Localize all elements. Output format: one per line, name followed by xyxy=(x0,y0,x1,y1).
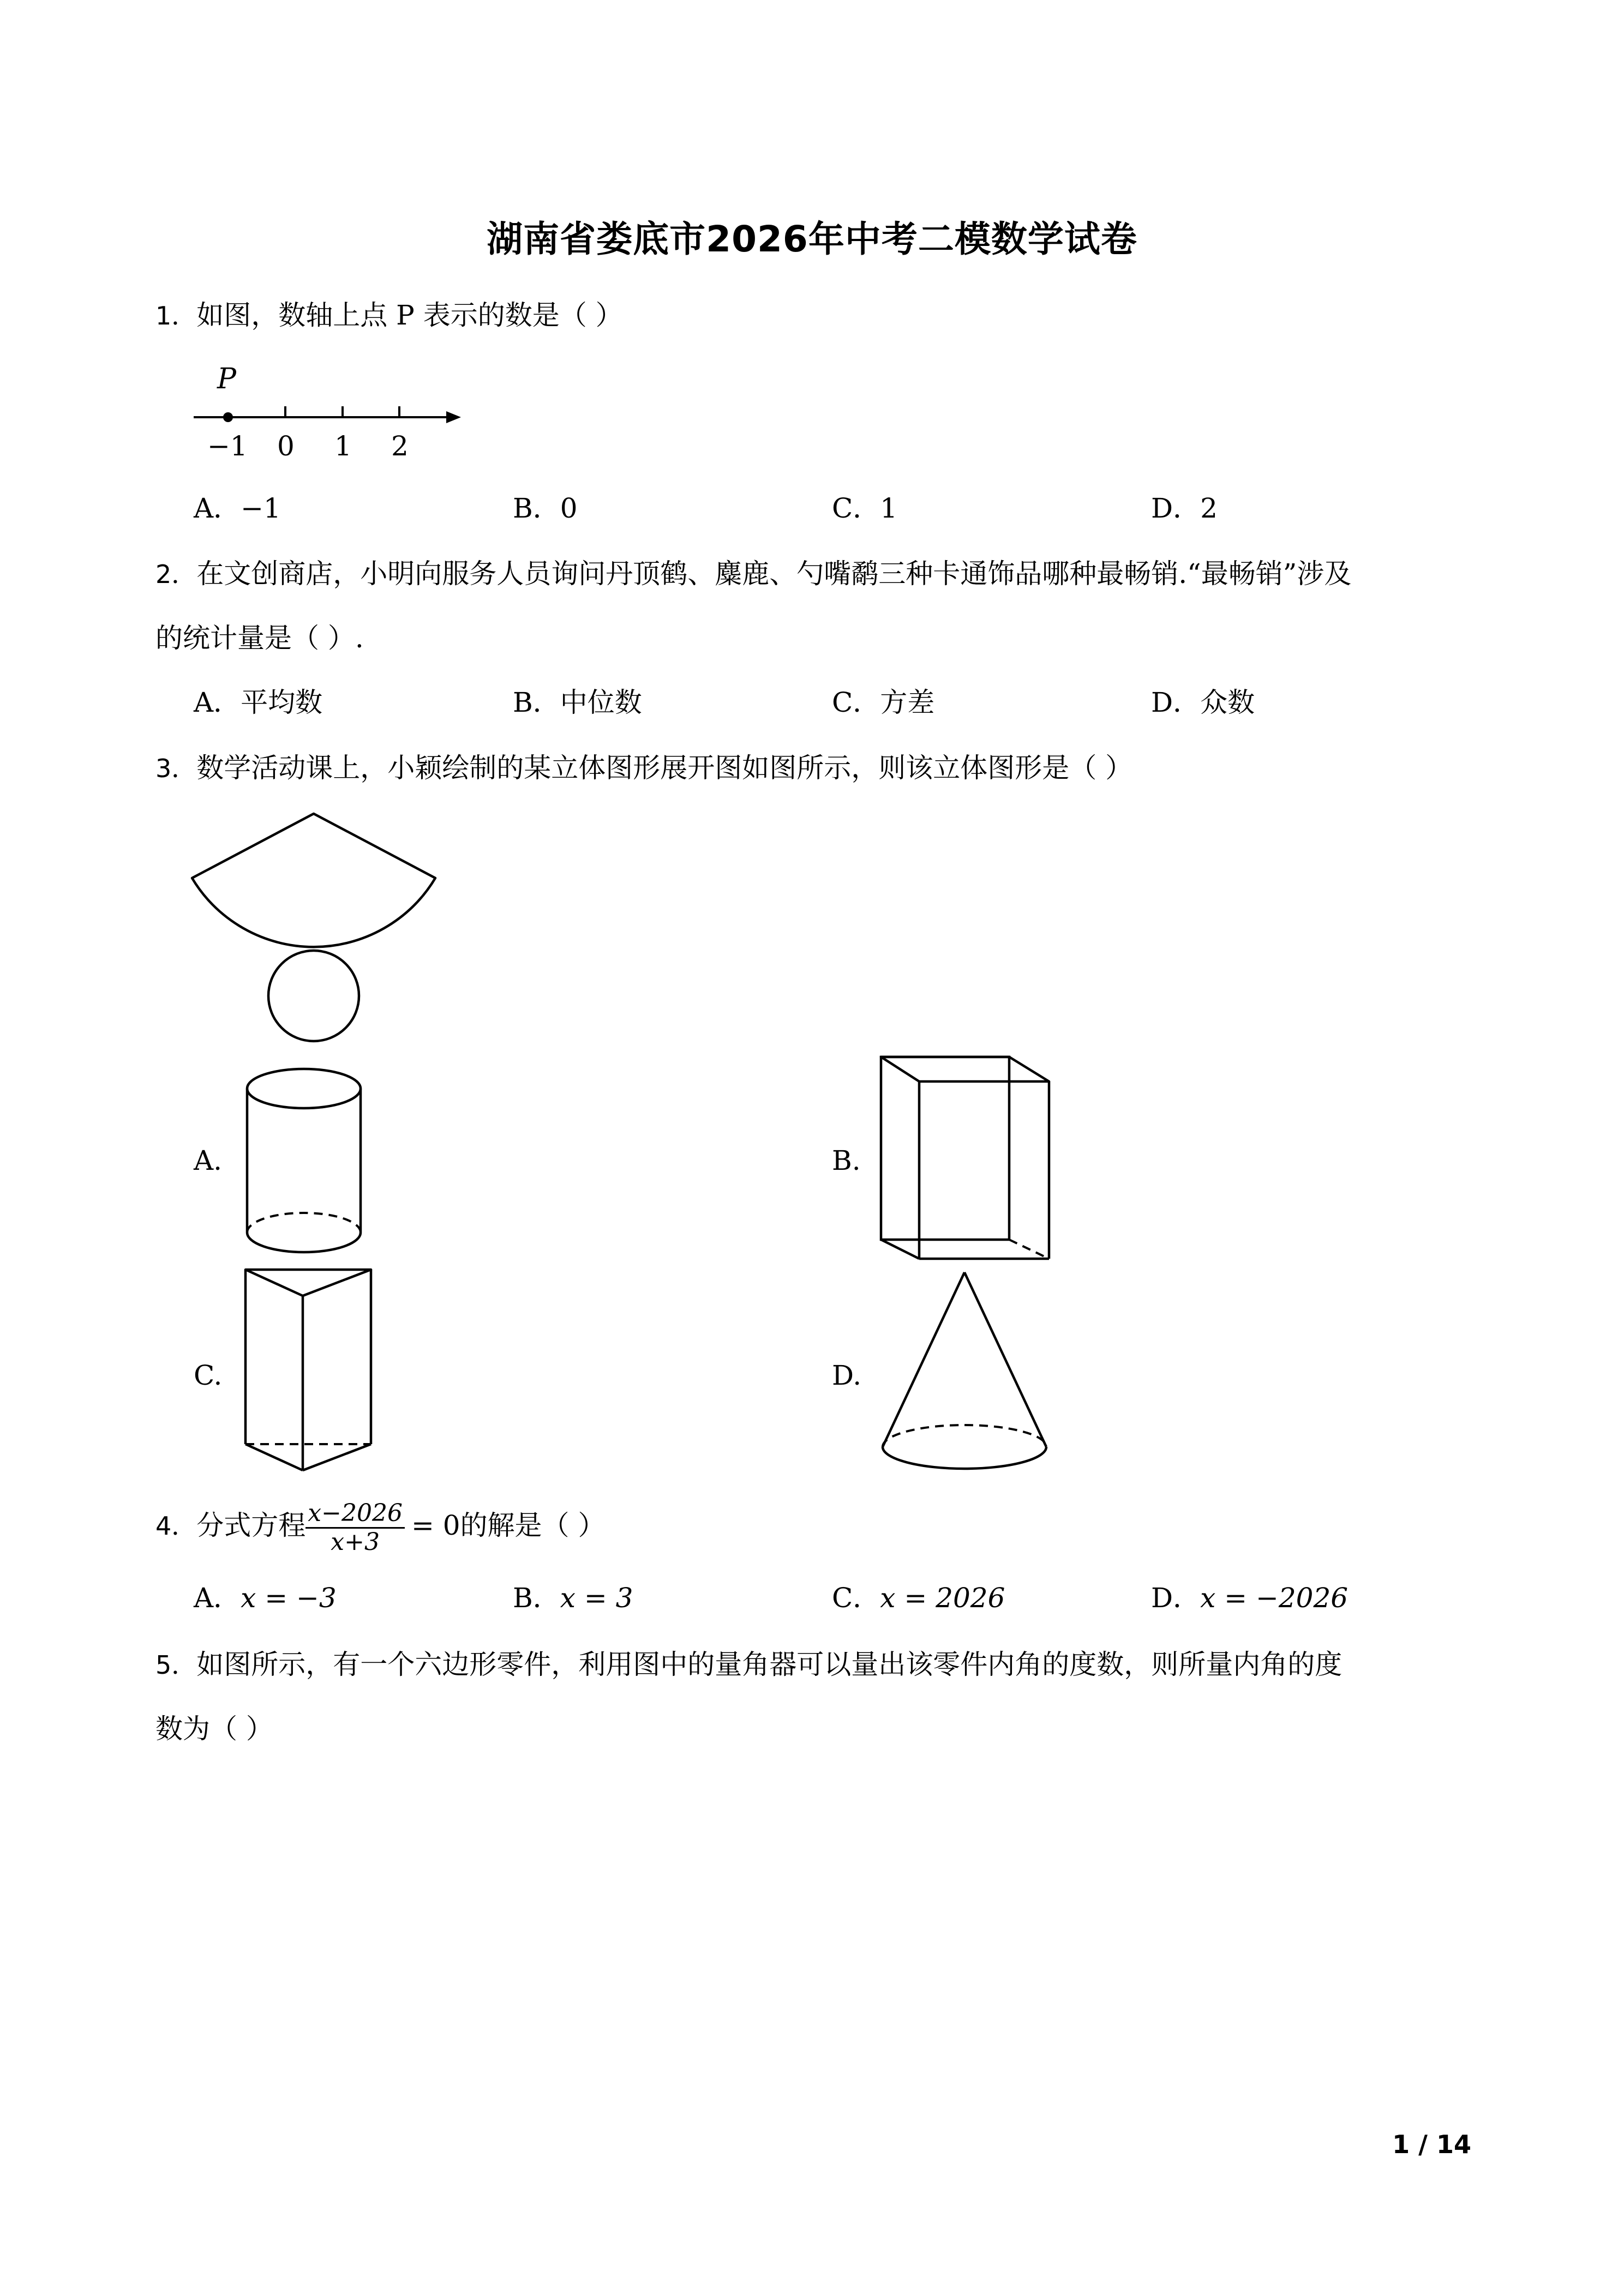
option-label: B． xyxy=(513,492,560,524)
option-label: B． xyxy=(513,687,560,718)
tick-label: 1 xyxy=(334,430,352,462)
equation-rhs: = 0 xyxy=(411,1510,460,1541)
question-2 xyxy=(155,557,1351,591)
option-value: −1 xyxy=(241,492,281,524)
option-label: D． xyxy=(1151,687,1201,718)
option-value: x = −3 xyxy=(241,1582,337,1614)
question-text: 在文创商店，小明向服务人员询问丹顶鹤、麋鹿、勺嘴鹬三种卡通饰品哪种最畅销.“最畅销”涉及 xyxy=(196,558,1352,590)
option-label: C． xyxy=(832,492,880,524)
question-text: 数学活动课上，小颖绘制的某立体图形展开图如图所示，则该立体图形是（ ） xyxy=(196,752,1133,784)
question-number: 5． xyxy=(155,1650,197,1680)
option-value: 方差 xyxy=(880,687,935,718)
option-value: 众数 xyxy=(1200,687,1255,718)
cone-net-figure xyxy=(185,807,442,1047)
tick-label: −1 xyxy=(207,430,248,462)
option-a[interactable]: A. xyxy=(194,1145,223,1176)
number-line-figure xyxy=(191,360,475,464)
question-3 xyxy=(155,752,1132,785)
option-c[interactable] xyxy=(832,686,934,719)
question-text-suffix: 的解是（ ） xyxy=(460,1510,606,1541)
option-d[interactable]: D. xyxy=(832,1360,862,1391)
option-label: C． xyxy=(832,687,880,718)
option-value: 平均数 xyxy=(241,687,323,718)
option-b[interactable] xyxy=(513,686,642,719)
fraction xyxy=(305,1500,405,1556)
point-label-p: P xyxy=(217,363,236,395)
page-title: 湖南省娄底市2026年中考二模数学试卷 xyxy=(487,218,1137,260)
option-label: A． xyxy=(194,1582,241,1614)
question-text: 如图，数轴上点 P 表示的数是（ ） xyxy=(196,299,623,331)
option-value: 2 xyxy=(1200,492,1218,524)
page-number: 1 / 14 xyxy=(1392,2130,1471,2159)
question-1 xyxy=(155,299,623,332)
option-c[interactable] xyxy=(832,1582,1005,1614)
option-d[interactable] xyxy=(1151,686,1255,719)
question-4 xyxy=(155,1495,605,1556)
option-c[interactable] xyxy=(832,492,897,525)
option-label: B． xyxy=(513,1582,560,1614)
question-number: 2． xyxy=(155,560,197,589)
option-a[interactable] xyxy=(194,686,322,719)
fraction-numerator: x−2026 xyxy=(305,1500,405,1529)
option-a[interactable] xyxy=(194,492,281,525)
cylinder-figure[interactable] xyxy=(243,1063,368,1260)
question-5 xyxy=(155,1648,1342,1681)
question-text-prefix: 分式方程 xyxy=(196,1510,306,1541)
option-value: x = −2026 xyxy=(1200,1582,1349,1614)
question-number: 1． xyxy=(155,301,197,330)
option-b[interactable] xyxy=(513,492,578,525)
option-label: C． xyxy=(832,1582,880,1614)
option-value: 中位数 xyxy=(560,687,642,718)
option-b[interactable] xyxy=(513,1582,633,1614)
question-number: 4． xyxy=(155,1511,197,1541)
option-value: x = 3 xyxy=(560,1582,633,1614)
question-number: 3． xyxy=(155,754,197,783)
tick-label: 2 xyxy=(391,430,409,462)
rectangular-prism-figure[interactable] xyxy=(876,1051,1056,1264)
question-text: 如图所示，有一个六边形零件，利用图中的量角器可以量出该零件内角的度数，则所量内角的度 xyxy=(196,1649,1343,1680)
option-b[interactable]: B. xyxy=(832,1145,861,1176)
option-c[interactable]: C. xyxy=(194,1360,223,1391)
option-label: A． xyxy=(194,687,241,718)
option-d[interactable] xyxy=(1151,492,1218,525)
tick-label: 0 xyxy=(277,430,295,462)
option-value: 1 xyxy=(880,492,898,524)
option-label: A． xyxy=(194,492,241,524)
triangular-prism-figure[interactable] xyxy=(240,1264,376,1477)
question-2-continued: 的统计量是（ ）. xyxy=(155,622,364,654)
option-value: 0 xyxy=(560,492,578,524)
option-a[interactable] xyxy=(194,1582,337,1614)
option-d[interactable] xyxy=(1151,1582,1348,1614)
option-label: D． xyxy=(1151,492,1201,524)
cone-figure[interactable] xyxy=(878,1268,1053,1481)
option-value: x = 2026 xyxy=(880,1582,1005,1614)
option-label: D． xyxy=(1151,1582,1201,1614)
question-5-continued: 数为（ ） xyxy=(155,1713,273,1745)
fraction-denominator: x+3 xyxy=(331,1528,380,1556)
